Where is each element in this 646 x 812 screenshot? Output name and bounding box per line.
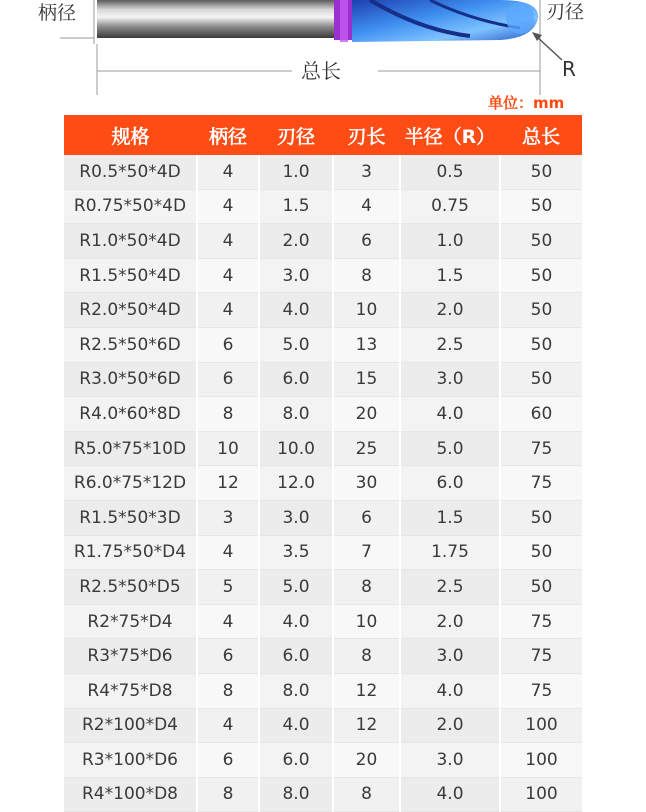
table-header-row	[64, 115, 582, 155]
header-spec: 规格	[64, 115, 197, 155]
cell-shank-diameter: 8	[197, 777, 259, 812]
cell-spec: R4*100*D8	[64, 777, 197, 812]
cell-shank-diameter: 12	[197, 466, 259, 501]
cell-blade-length: 25	[333, 431, 400, 466]
cell-shank-diameter: 4	[197, 189, 259, 224]
cell-radius: 2.5	[400, 570, 500, 605]
cell-spec: R2.5*50*6D	[64, 327, 197, 362]
cell-shank-diameter: 4	[197, 155, 259, 189]
table-row	[64, 224, 582, 259]
cell-radius: 1.5	[400, 258, 500, 293]
cell-blade-length: 4	[333, 189, 400, 224]
cell-shank-diameter: 4	[197, 708, 259, 743]
cell-spec: R2.0*50*4D	[64, 293, 197, 328]
cell-blade-diameter: 1.0	[259, 155, 333, 189]
table-row	[64, 327, 582, 362]
cell-total-length: 75	[500, 431, 582, 466]
cell-total-length: 50	[500, 258, 582, 293]
cell-radius: 1.0	[400, 224, 500, 259]
cell-shank-diameter: 6	[197, 327, 259, 362]
cell-blade-diameter: 10.0	[259, 431, 333, 466]
cell-total-length: 75	[500, 604, 582, 639]
cell-total-length: 50	[500, 535, 582, 570]
cell-spec: R1.75*50*D4	[64, 535, 197, 570]
cell-blade-length: 13	[333, 327, 400, 362]
shank-body	[97, 0, 337, 38]
cell-spec: R2.5*50*D5	[64, 570, 197, 605]
cell-total-length: 50	[500, 189, 582, 224]
cell-blade-diameter: 8.0	[259, 777, 333, 812]
cell-spec: R1.5*50*3D	[64, 500, 197, 535]
cell-blade-length: 3	[333, 155, 400, 189]
cell-total-length: 100	[500, 708, 582, 743]
table-row	[64, 639, 582, 674]
cell-radius: 3.0	[400, 639, 500, 674]
cell-radius: 2.5	[400, 327, 500, 362]
table-row	[64, 673, 582, 708]
cell-spec: R2*75*D4	[64, 604, 197, 639]
cell-blade-length: 8	[333, 258, 400, 293]
cell-radius: 2.0	[400, 293, 500, 328]
spec-table	[64, 115, 582, 812]
cell-blade-length: 8	[333, 639, 400, 674]
cell-blade-diameter: 5.0	[259, 327, 333, 362]
cell-total-length: 75	[500, 466, 582, 501]
cell-blade-diameter: 3.5	[259, 535, 333, 570]
cell-shank-diameter: 6	[197, 639, 259, 674]
cell-shank-diameter: 3	[197, 500, 259, 535]
cell-blade-diameter: 4.0	[259, 293, 333, 328]
cell-blade-diameter: 12.0	[259, 466, 333, 501]
cell-blade-diameter: 6.0	[259, 639, 333, 674]
table-row	[64, 293, 582, 328]
cell-shank-diameter: 4	[197, 293, 259, 328]
cell-total-length: 60	[500, 397, 582, 432]
shank-diameter-label: 柄径	[38, 2, 77, 24]
cell-radius: 1.5	[400, 500, 500, 535]
table-row	[64, 431, 582, 466]
cell-total-length: 50	[500, 224, 582, 259]
cell-shank-diameter: 5	[197, 570, 259, 605]
cell-blade-diameter: 1.5	[259, 189, 333, 224]
cell-blade-diameter: 3.0	[259, 500, 333, 535]
cell-radius: 3.0	[400, 362, 500, 397]
header-shank-diameter: 柄径	[197, 115, 259, 155]
cell-shank-diameter: 6	[197, 362, 259, 397]
cell-spec: R1.0*50*4D	[64, 224, 197, 259]
cell-shank-diameter: 6	[197, 743, 259, 778]
cell-spec: R1.5*50*4D	[64, 258, 197, 293]
cell-blade-diameter: 8.0	[259, 397, 333, 432]
cell-blade-diameter: 5.0	[259, 570, 333, 605]
cell-blade-length: 20	[333, 743, 400, 778]
blade-diameter-label: 刃径	[546, 1, 585, 23]
cell-blade-length: 10	[333, 293, 400, 328]
cell-spec: R4.0*60*8D	[64, 397, 197, 432]
cell-radius: 6.0	[400, 466, 500, 501]
cell-spec: R0.75*50*4D	[64, 189, 197, 224]
cell-blade-length: 12	[333, 673, 400, 708]
cell-blade-length: 8	[333, 777, 400, 812]
cell-spec: R3*75*D6	[64, 639, 197, 674]
cell-total-length: 50	[500, 362, 582, 397]
cell-shank-diameter: 4	[197, 604, 259, 639]
cell-blade-length: 15	[333, 362, 400, 397]
table-body	[64, 155, 582, 812]
cell-total-length: 50	[500, 327, 582, 362]
cell-shank-diameter: 10	[197, 431, 259, 466]
cell-total-length: 50	[500, 570, 582, 605]
cell-blade-length: 30	[333, 466, 400, 501]
cell-total-length: 75	[500, 673, 582, 708]
cell-spec: R5.0*75*10D	[64, 431, 197, 466]
table-row	[64, 535, 582, 570]
cell-spec: R0.5*50*4D	[64, 155, 197, 189]
cell-shank-diameter: 4	[197, 224, 259, 259]
table-row	[64, 397, 582, 432]
cell-spec: R2*100*D4	[64, 708, 197, 743]
table-row	[64, 189, 582, 224]
cell-total-length: 100	[500, 743, 582, 778]
cell-radius: 5.0	[400, 431, 500, 466]
cell-blade-diameter: 4.0	[259, 604, 333, 639]
cell-radius: 1.75	[400, 535, 500, 570]
cell-total-length: 75	[500, 639, 582, 674]
cell-blade-length: 6	[333, 224, 400, 259]
cell-total-length: 50	[500, 500, 582, 535]
cell-radius: 4.0	[400, 397, 500, 432]
cell-spec: R3.0*50*6D	[64, 362, 197, 397]
radius-label: R	[562, 57, 576, 81]
table-row	[64, 500, 582, 535]
cell-blade-length: 6	[333, 500, 400, 535]
table-row	[64, 604, 582, 639]
cell-blade-length: 7	[333, 535, 400, 570]
cell-blade-diameter: 4.0	[259, 708, 333, 743]
cell-total-length: 50	[500, 155, 582, 189]
table-row	[64, 743, 582, 778]
tool-dimension-diagram	[0, 0, 646, 112]
cell-blade-length: 8	[333, 570, 400, 605]
cell-shank-diameter: 8	[197, 397, 259, 432]
cell-blade-length: 10	[333, 604, 400, 639]
header-blade-length: 刃长	[333, 115, 400, 155]
cell-blade-length: 20	[333, 397, 400, 432]
cell-radius: 4.0	[400, 777, 500, 812]
cell-blade-diameter: 6.0	[259, 743, 333, 778]
header-radius: 半径（R）	[400, 115, 500, 155]
table-row	[64, 362, 582, 397]
cell-radius: 2.0	[400, 708, 500, 743]
cell-blade-diameter: 6.0	[259, 362, 333, 397]
cell-spec: R3*100*D6	[64, 743, 197, 778]
table-row	[64, 258, 582, 293]
cell-radius: 2.0	[400, 604, 500, 639]
table-row	[64, 777, 582, 812]
total-length-label: 总长	[301, 59, 341, 83]
cell-blade-diameter: 2.0	[259, 224, 333, 259]
cell-shank-diameter: 4	[197, 258, 259, 293]
cell-radius: 0.5	[400, 155, 500, 189]
header-total-length: 总长	[500, 115, 582, 155]
cell-blade-length: 12	[333, 708, 400, 743]
table-row	[64, 466, 582, 501]
cell-shank-diameter: 8	[197, 673, 259, 708]
cell-blade-diameter: 8.0	[259, 673, 333, 708]
table-row	[64, 155, 582, 189]
cell-radius: 4.0	[400, 673, 500, 708]
cell-radius: 0.75	[400, 189, 500, 224]
cell-radius: 3.0	[400, 743, 500, 778]
cell-spec: R6.0*75*12D	[64, 466, 197, 501]
cell-spec: R4*75*D8	[64, 673, 197, 708]
cell-blade-diameter: 3.0	[259, 258, 333, 293]
table-row	[64, 708, 582, 743]
cell-total-length: 100	[500, 777, 582, 812]
cell-shank-diameter: 4	[197, 535, 259, 570]
cell-total-length: 50	[500, 293, 582, 328]
unit-note: 单位：mm	[488, 94, 565, 112]
header-blade-diameter: 刃径	[259, 115, 333, 155]
table-row	[64, 570, 582, 605]
